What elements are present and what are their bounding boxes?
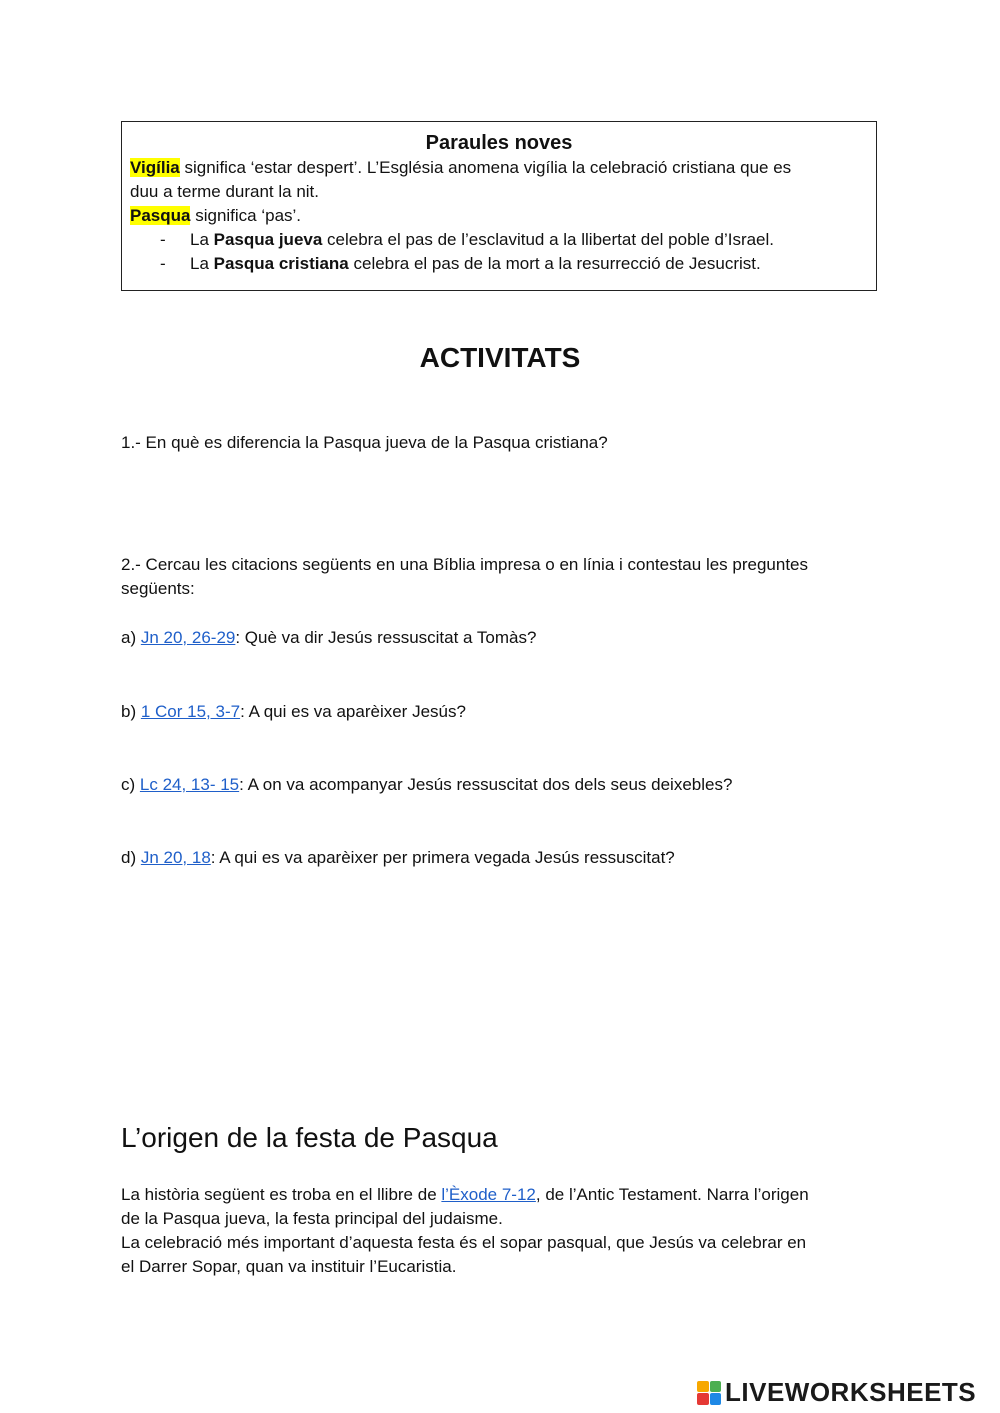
origin-p1-line1 <box>121 1183 881 1207</box>
vigilia-def-line1: significa ‘estar despert’. L’Església anomena vigília la celebració cristiana que es <box>179 158 792 177</box>
citation-link[interactable]: Jn 20, 26-29 <box>140 628 236 647</box>
sub-prefix: a) <box>121 628 141 647</box>
bullet-item <box>130 252 868 276</box>
bullet-pre: La <box>190 230 214 249</box>
citation-link[interactable]: Jn 20, 18 <box>140 848 211 867</box>
liveworksheets-logo-icon <box>697 1381 721 1405</box>
sub-question-d <box>121 846 881 870</box>
exode-link[interactable]: l’Èxode 7-12 <box>441 1185 536 1204</box>
origin-p2-line1: La celebració més important d’aquesta festa és el sopar pasqual, que Jesús va celebrar en <box>121 1233 807 1252</box>
bullet-bold: Pasqua cristiana <box>213 254 349 273</box>
brand-text: LIVEWORKSHEETS <box>725 1377 977 1407</box>
bullet-dash: - <box>160 254 166 273</box>
vigilia-def-line2: duu a terme durant la nit. <box>130 182 320 201</box>
bullet-post: celebra el pas de l’esclavitud a la llibertat del poble d’Israel. <box>322 230 775 249</box>
origin-title: L’origen de la festa de Pasqua <box>121 1122 498 1153</box>
sub-question-a <box>121 626 881 650</box>
activities-title: ACTIVITATS <box>419 342 581 373</box>
vigilia-term: Vigília <box>130 158 180 177</box>
pasqua-term: Pasqua <box>130 206 191 225</box>
origin-p1-line2: de la Pasqua jueva, la festa principal del judaisme. <box>121 1209 503 1228</box>
bullet-item <box>130 228 868 252</box>
vocab-title: Paraules noves <box>425 132 573 154</box>
pasqua-definition <box>130 204 868 228</box>
vigilia-definition <box>130 156 868 180</box>
bullet-bold: Pasqua jueva <box>213 230 323 249</box>
question-2-line1: 2.- Cercau les citacions següents en una Bíblia impresa o en línia i contestau les preguntes <box>121 555 809 574</box>
question-2 <box>121 553 881 601</box>
citation-link[interactable]: 1 Cor 15, 3-7 <box>140 702 241 721</box>
origin-p1-post: , de l’Antic Testament. Narra l’origen <box>535 1185 809 1204</box>
question-2-line2: següents: <box>121 579 195 598</box>
sub-text: : Què va dir Jesús ressuscitat a Tomàs? <box>235 628 537 647</box>
citation-link[interactable]: Lc 24, 13- 15 <box>139 775 240 794</box>
sub-prefix: c) <box>121 775 140 794</box>
sub-question-c <box>121 773 881 797</box>
origin-p2-line2: el Darrer Sopar, quan va instituir l’Eucaristia. <box>121 1257 457 1276</box>
sub-text: : A qui es va aparèixer per primera vegada Jesús ressuscitat? <box>210 848 675 867</box>
origin-p1-pre: La història següent es troba en el llibre de <box>121 1185 442 1204</box>
sub-prefix: b) <box>121 702 141 721</box>
bullet-dash: - <box>160 230 166 249</box>
question-1: 1.- En què es diferencia la Pasqua jueva de la Pasqua cristiana? <box>121 433 608 452</box>
bullet-post: celebra el pas de la mort a la resurrecció de Jesucrist. <box>348 254 761 273</box>
origin-paragraph-1 <box>121 1183 881 1279</box>
sub-text: : A on va acompanyar Jesús ressuscitat dos dels seus deixebles? <box>239 775 733 794</box>
sub-question-b <box>121 700 881 724</box>
liveworksheets-brand[interactable] <box>697 1377 976 1408</box>
vocab-box <box>121 121 877 291</box>
pasqua-def: significa ‘pas’. <box>190 206 302 225</box>
sub-prefix: d) <box>121 848 141 867</box>
sub-text: : A qui es va aparèixer Jesús? <box>240 702 466 721</box>
bullet-pre: La <box>190 254 214 273</box>
